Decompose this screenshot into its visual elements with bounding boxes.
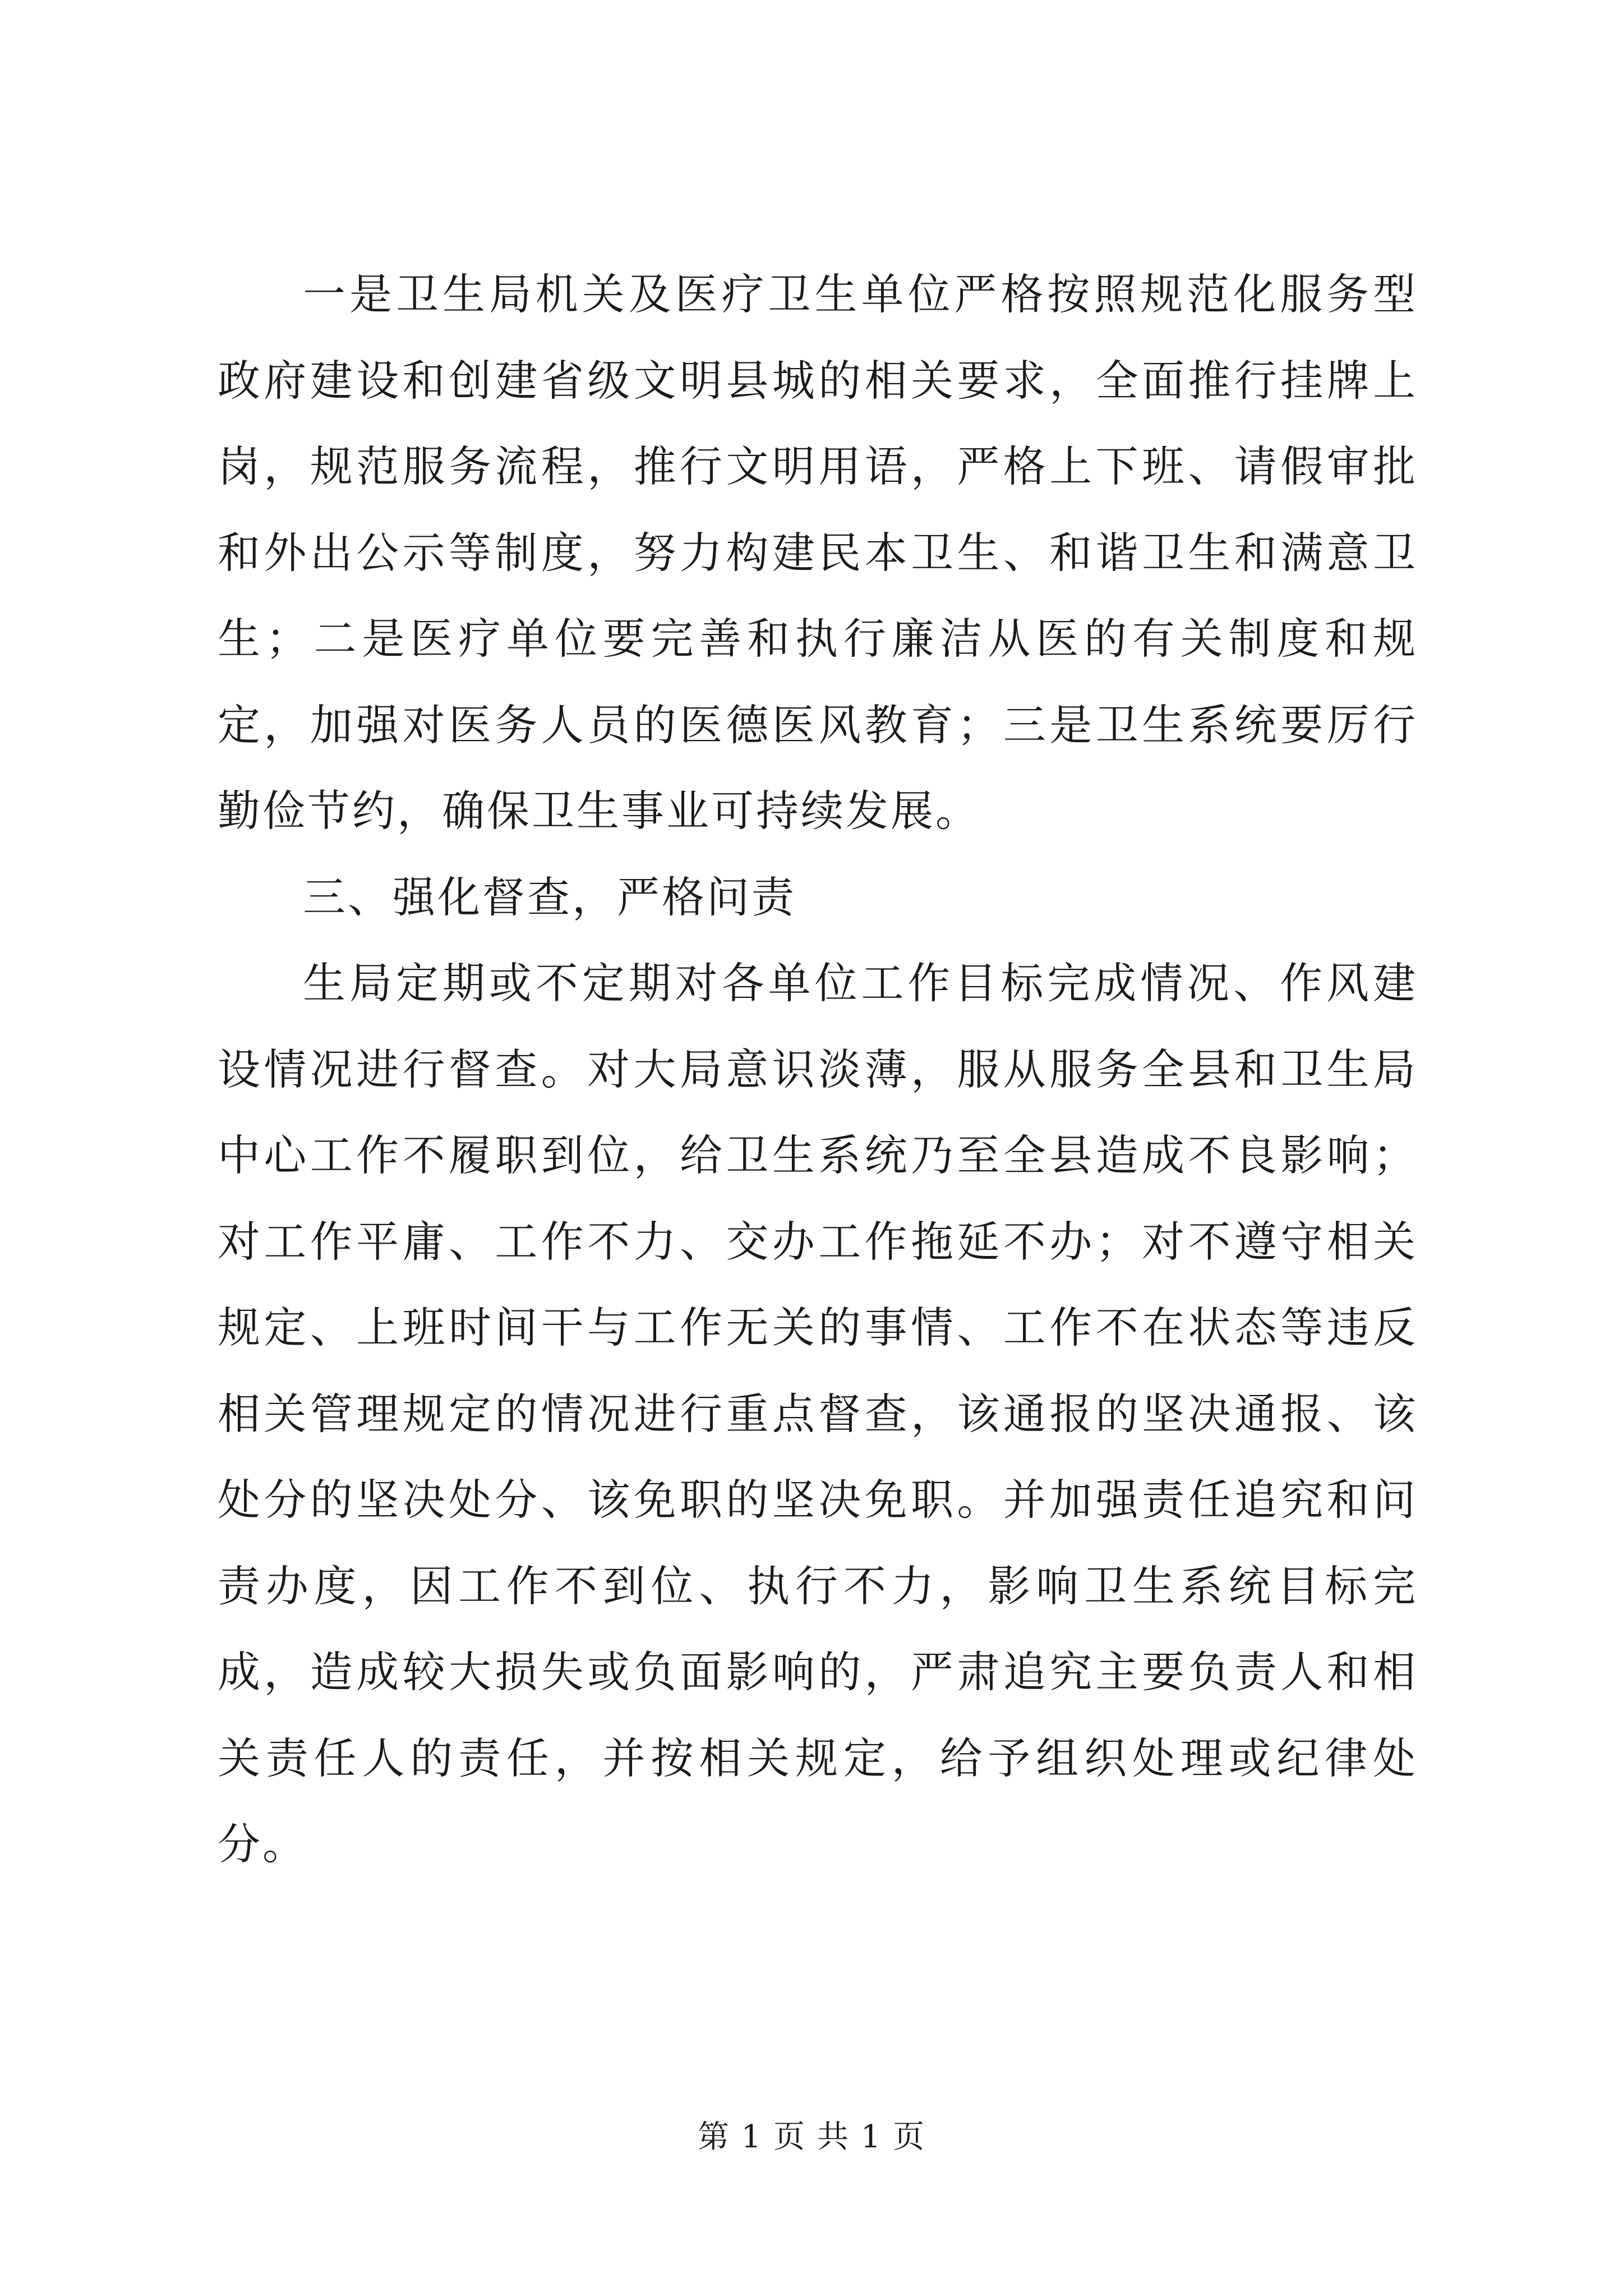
paragraph-supervision: 生局定期或不定期对各单位工作目标完成情况、作风建设情况进行督查。对大局意识淡薄，服从服务全县和卫生局中心工作不履职到位，给卫生系统乃至全县造成不良影响；对工作平庸、工作不力、交办工作拖延不办；对不遵守相关规定、上班时间干与工作无关的事情、工作不在状态等违反相关管理规定的情况进行重点督查，该通报的坚决通报、该处分的坚决处分、该免职的坚决免职。并加强责任追究和问责办度，因工作不到位、执行不力，影响卫生系统目标完成，造成较大损失或负面影响的，严肃追究主要负责人和相关责任人的责任，并按相关规定，给予组织处理或纪律处分。	[218, 958, 1418, 1869]
paragraph-measures: 一是卫生局机关及医疗卫生单位严格按照规范化服务型政府建设和创建省级文明县城的相关要求，全面推行挂牌上岗，规范服务流程，推行文明用语，严格上下班、请假审批和外出公示等制度，努力构建民本卫生、和谐卫生和满意卫生；二是医疗单位要完善和执行廉洁从医的有关制度和规定，加强对医务人员的医德医风教育；三是卫生系统要厉行勤俭节约，确保卫生事业可持续发展。	[218, 269, 1418, 836]
document-body	[218, 251, 1418, 1888]
section-heading: 三、强化督查，严格问责	[303, 872, 796, 922]
page-footer: 第 1 页 共 1 页	[697, 2119, 926, 2155]
